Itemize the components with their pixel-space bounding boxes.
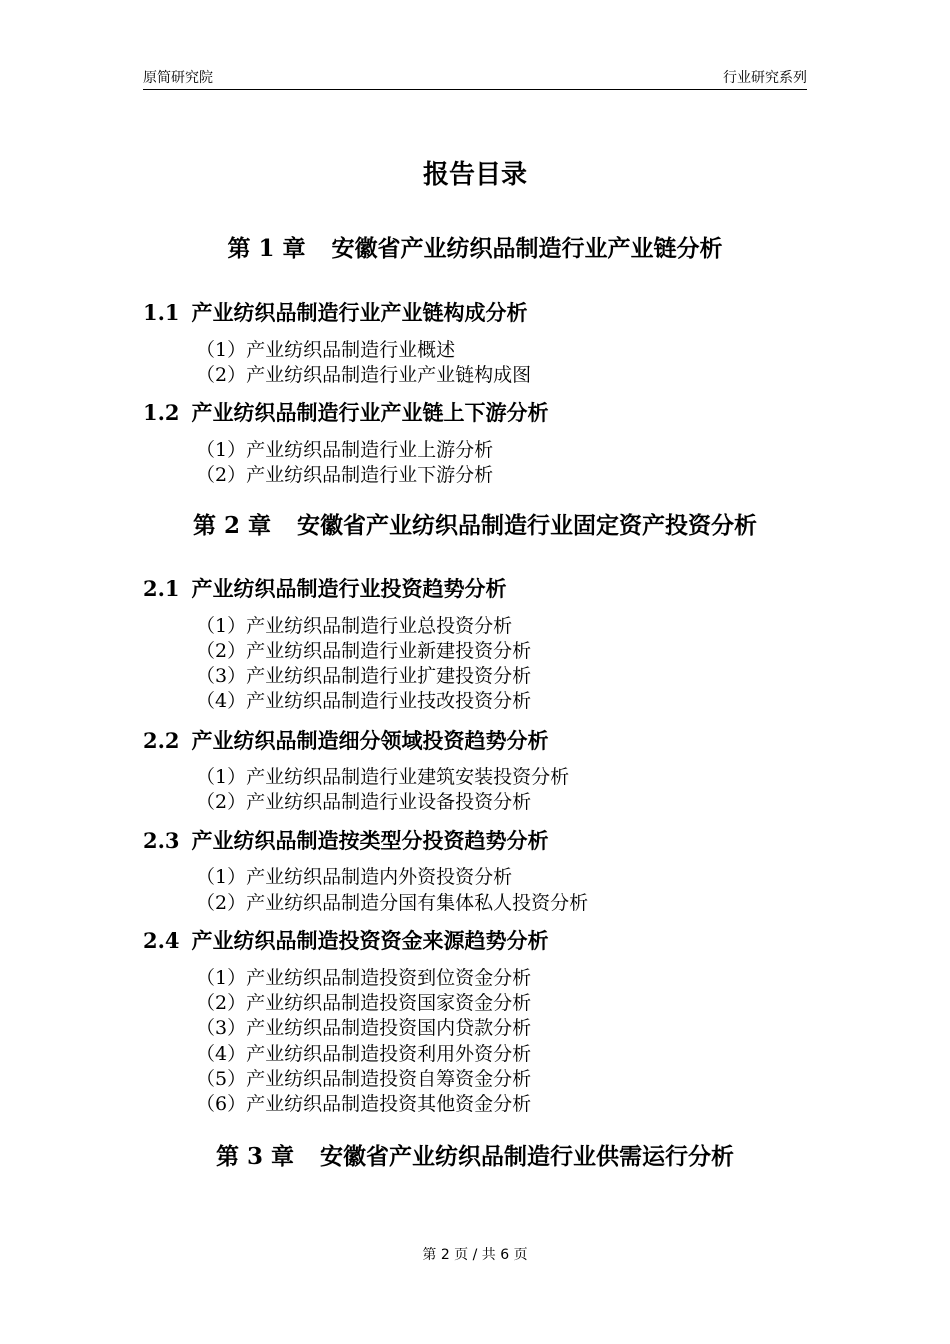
section-heading: [143, 299, 528, 327]
section-heading: [143, 827, 549, 855]
page-footer: 第 2 页 / 共 6 页: [422, 1247, 528, 1263]
toc-item: （1）产业纺织品制造行业总投资分析: [196, 615, 513, 637]
section-heading: [143, 399, 549, 427]
toc-item: （1）产业纺织品制造投资到位资金分析: [196, 967, 532, 989]
toc-item: （3）产业纺织品制造投资国内贷款分析: [196, 1017, 532, 1039]
chapter-heading: [0, 234, 950, 264]
section-number: 1.2: [143, 400, 180, 425]
section-number: 2.4: [143, 928, 180, 953]
section-heading: [143, 927, 549, 955]
section-number: 2.3: [143, 828, 180, 853]
toc-item: （1）产业纺织品制造行业建筑安装投资分析: [196, 766, 570, 788]
section-number: 2.2: [143, 728, 180, 753]
section-heading: [143, 727, 549, 755]
toc-item: （2）产业纺织品制造分国有集体私人投资分析: [196, 892, 589, 914]
chapter-title: 安徽省产业纺织品制造行业供需运行分析: [320, 1143, 735, 1170]
toc-item: （2）产业纺织品制造行业新建投资分析: [196, 640, 532, 662]
chapter-label: 第 1 章: [227, 235, 306, 262]
toc-item: （2）产业纺织品制造行业产业链构成图: [196, 364, 532, 386]
chapter-title: 安徽省产业纺织品制造行业产业链分析: [331, 235, 723, 262]
section-title: 产业纺织品制造行业产业链构成分析: [191, 300, 528, 325]
section-title: 产业纺织品制造投资资金来源趋势分析: [191, 928, 549, 953]
header-series: 行业研究系列: [723, 70, 807, 86]
toc-item: （1）产业纺织品制造行业上游分析: [196, 439, 494, 461]
toc-item: （4）产业纺织品制造行业技改投资分析: [196, 690, 532, 712]
toc-item: （1）产业纺织品制造内外资投资分析: [196, 866, 513, 888]
toc-item: （3）产业纺织品制造行业扩建投资分析: [196, 665, 532, 687]
report-title: 报告目录: [422, 160, 527, 190]
chapter-label: 第 2 章: [192, 512, 272, 539]
toc-item: （2）产业纺织品制造行业下游分析: [196, 464, 494, 486]
chapter-label: 第 3 章: [215, 1143, 295, 1170]
toc-item: （1）产业纺织品制造行业概述: [196, 339, 456, 361]
section-number: 1.1: [143, 300, 180, 325]
section-number: 2.1: [143, 576, 180, 601]
header-org: 原简研究院: [143, 70, 213, 86]
header-rule: [143, 89, 807, 90]
toc-item: （2）产业纺织品制造行业设备投资分析: [196, 791, 532, 813]
chapter-title: 安徽省产业纺织品制造行业固定资产投资分析: [297, 512, 758, 539]
toc-item: （2）产业纺织品制造投资国家资金分析: [196, 992, 532, 1014]
chapter-heading: [0, 1142, 950, 1172]
toc-item: （4）产业纺织品制造投资利用外资分析: [196, 1043, 532, 1065]
section-title: 产业纺织品制造行业产业链上下游分析: [191, 400, 549, 425]
section-title: 产业纺织品制造行业投资趋势分析: [191, 576, 507, 601]
toc-item: （5）产业纺织品制造投资自筹资金分析: [196, 1068, 532, 1090]
section-title: 产业纺织品制造细分领域投资趋势分析: [191, 728, 549, 753]
section-title: 产业纺织品制造按类型分投资趋势分析: [191, 828, 549, 853]
chapter-heading: [0, 511, 950, 541]
section-heading: [143, 575, 507, 603]
toc-item: （6）产业纺织品制造投资其他资金分析: [196, 1093, 532, 1115]
